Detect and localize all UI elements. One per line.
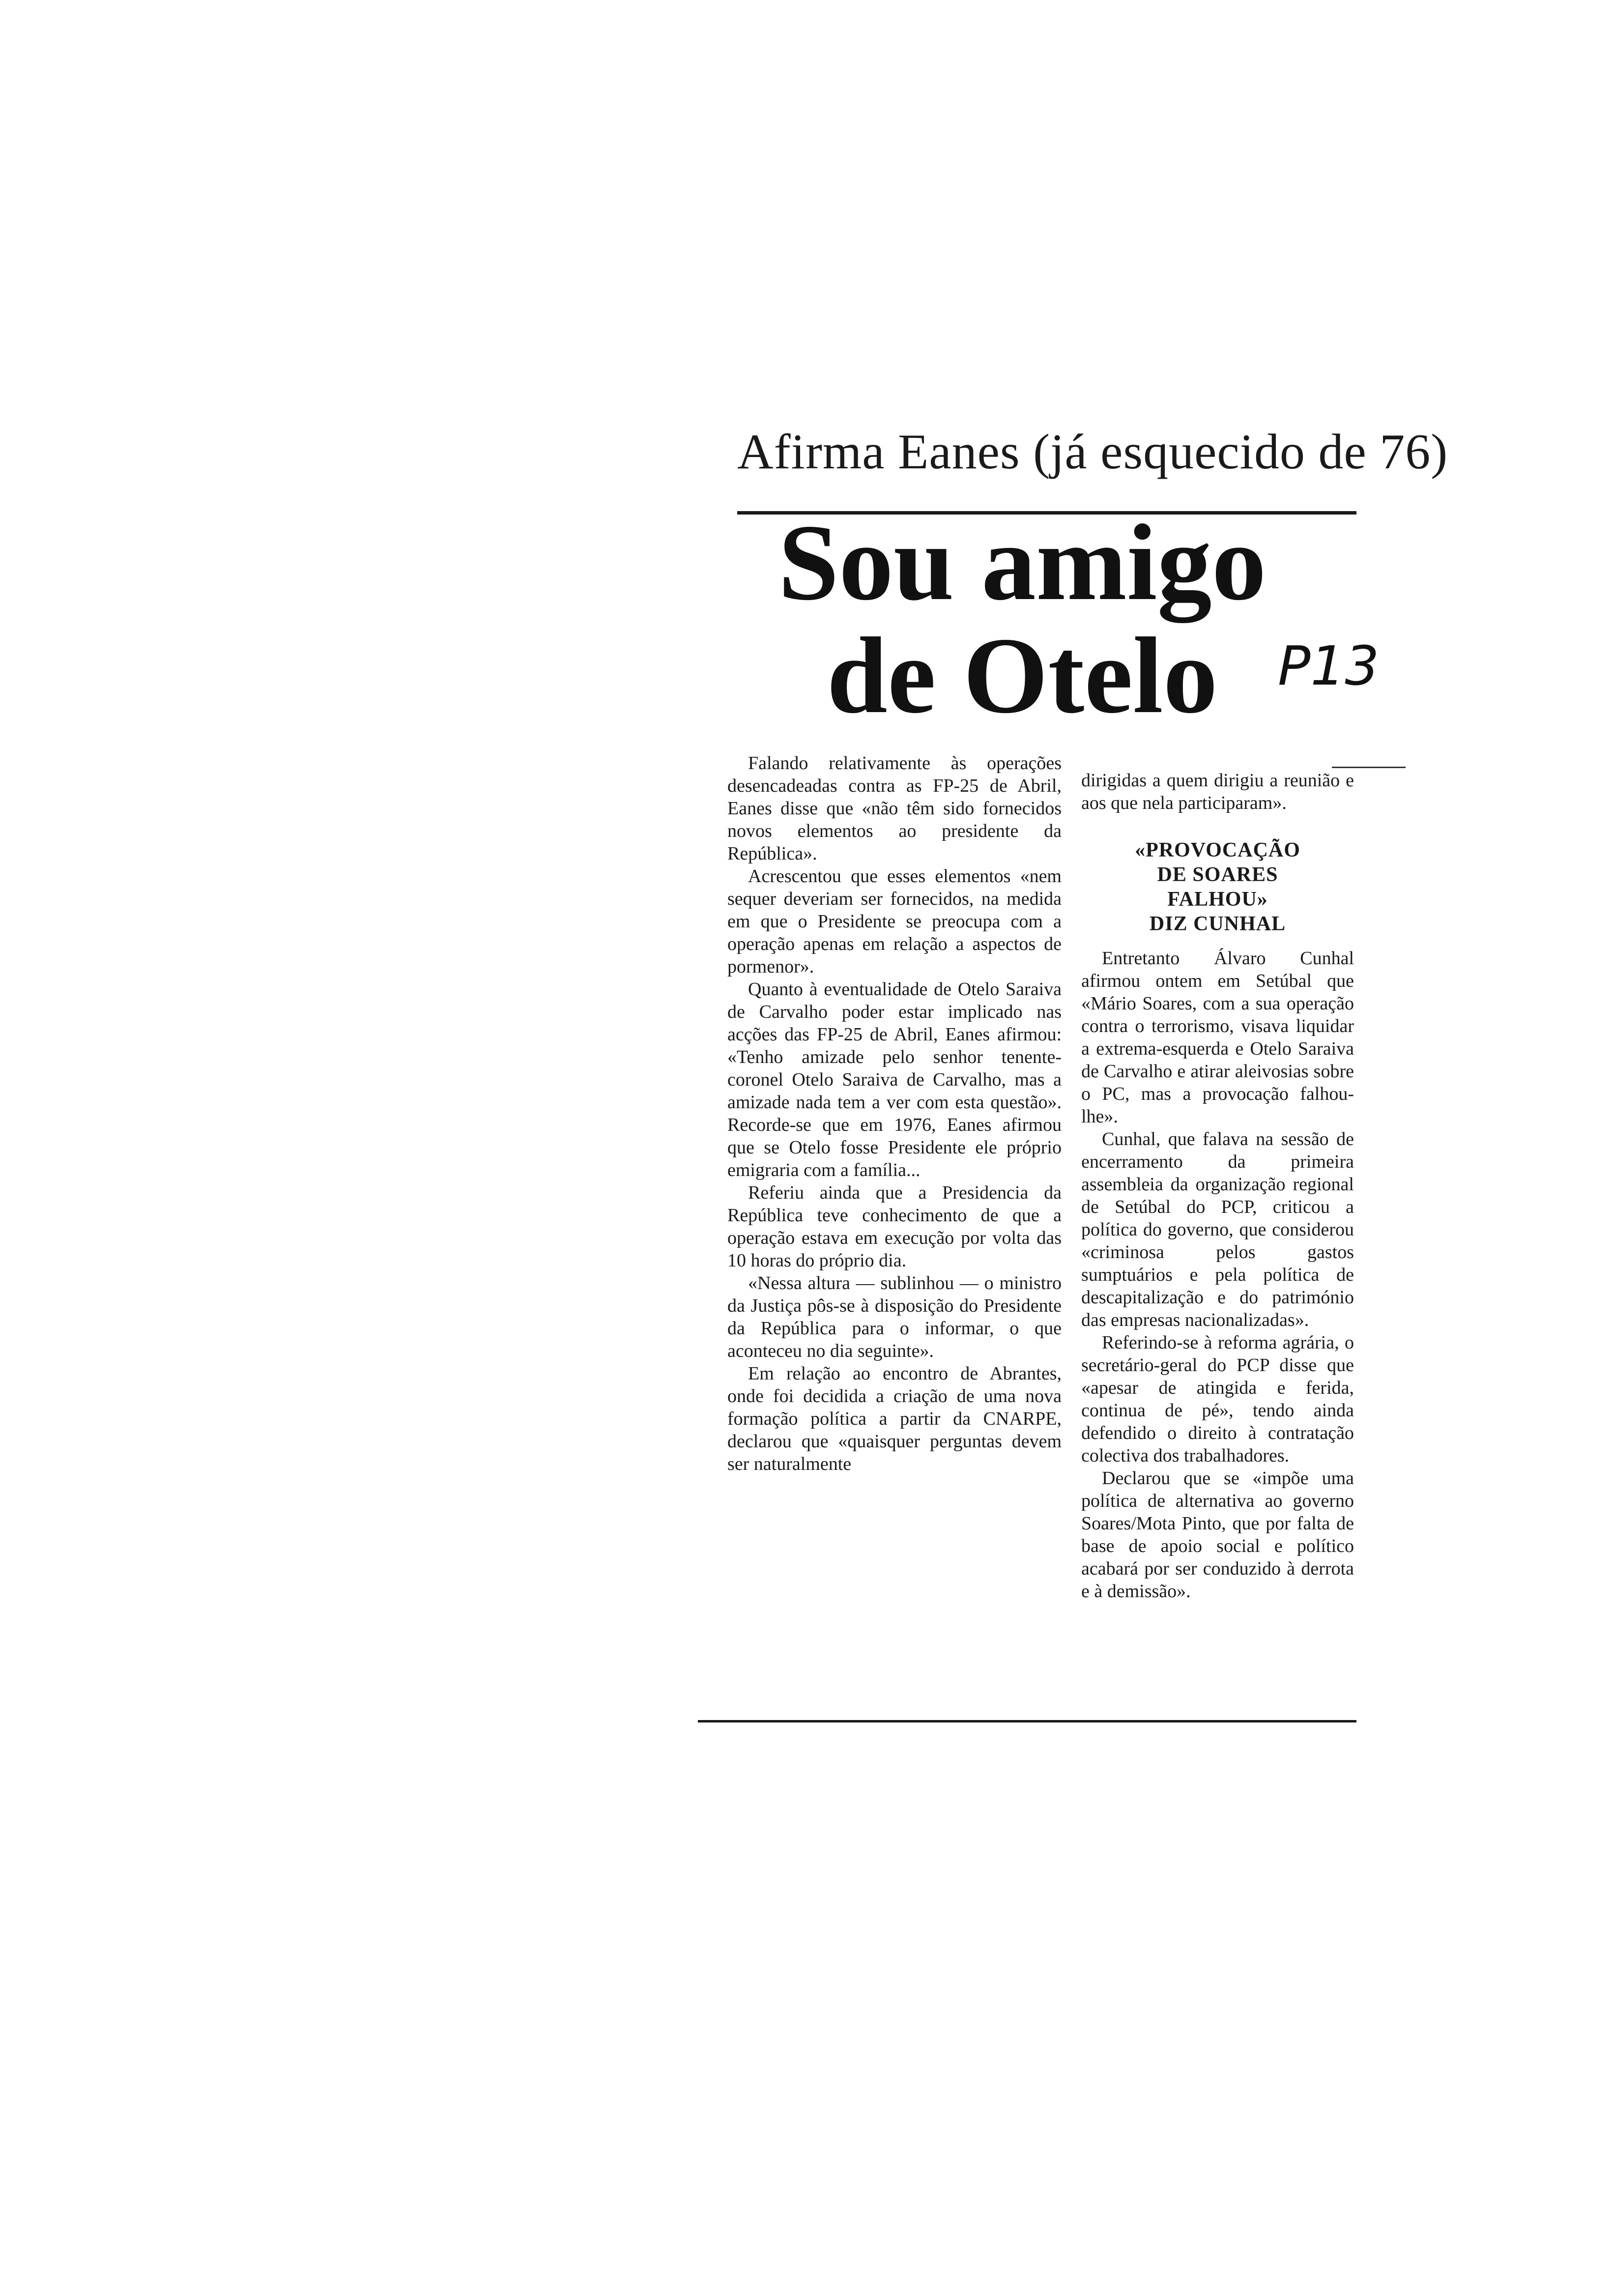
handwritten-note: P13 xyxy=(1278,634,1380,697)
paragraph-continuation: dirigidas a quem dirigiu a reunião e aos que nela participaram». xyxy=(1081,770,1354,813)
bottom-rule xyxy=(698,1720,1356,1722)
paragraph: Referindo-se à reforma agrária, o secretário-geral do PCP disse que «apesar de atingida e ferida, continua de pé», tendo ainda defendido o direito à contratação colectiva dos trabalhadores. xyxy=(1081,1332,1354,1466)
paragraph: Falando relativamente às operações desencadeadas contra as FP-25 de Abril, Eanes disse que «não têm sido fornecidos novos elementos ao presidente da República». xyxy=(727,753,1062,864)
headline-line-2: de Otelo xyxy=(827,615,1218,736)
subheading-line: DE SOARES xyxy=(1157,863,1278,886)
paragraph: Em relação ao encontro de Abrantes, onde foi decidida a criação de uma nova formação política a partir da CNARPE, declarou que «quaisquer perguntas devem ser naturalmente xyxy=(727,1363,1062,1474)
divider-mark xyxy=(1332,767,1406,768)
paragraph: Referiu ainda que a Presidencia da República teve conhecimento de que a operação estava em execução por volta das 10 horas do próprio dia. xyxy=(727,1182,1062,1271)
subheading-line: «PROVOCAÇÃO xyxy=(1135,839,1300,861)
paragraph: Declarou que se «impõe uma política de alternativa ao governo Soares/Mota Pinto, que por falta de base de apoio social e político acabará por ser conduzido à derrota e à demissão». xyxy=(1081,1468,1354,1602)
column-1 xyxy=(727,752,1062,1475)
paragraph: Quanto à eventualidade de Otelo Saraiva de Carvalho poder estar implicado nas acções das FP-25 de Abril, Eanes afirmou: «Tenho amizade pelo senhor tenente-coronel Otelo Saraiva de Carvalho, mas a amizade nada tem a ver com esta questão». Recorde-se que em 1976, Eanes afirmou que se Otelo fosse Presidente ele próprio emigraria com a família... xyxy=(727,979,1062,1180)
headline xyxy=(777,502,1268,736)
kicker: Afirma Eanes (já esquecido de 76) xyxy=(737,424,1448,480)
paragraph: Entretanto Álvaro Cunhal afirmou ontem em Setúbal que «Mário Soares, com a sua operação contra o terrorismo, visava liquidar a extrema-esquerda e Otelo Saraiva de Carvalho e atirar aleivosias sobre o PC, mas a provocação falhou-lhe». xyxy=(1081,948,1354,1127)
subheading-line: FALHOU» xyxy=(1167,888,1268,911)
subheading xyxy=(1081,838,1354,936)
paragraph: «Nessa altura — sublinhou — o ministro da Justiça pôs-se à disposição do Presidente da República para o informar, o que aconteceu no dia seguinte». xyxy=(727,1273,1062,1361)
paragraph: Cunhal, que falava na sessão de encerramento da primeira assembleia da organização regional de Setúbal do PCP, criticou a política do governo, que considerou «criminosa pelos gastos sumptuários e pela política de descapitalização e do património das empresas nacionalizadas». xyxy=(1081,1129,1354,1330)
paragraph: Acrescentou que esses elementos «nem sequer deveriam ser fornecidos, na medida em que o Presidente se preocupa com a operação apenas em relação a aspectos de pormenor». xyxy=(727,866,1062,977)
subheading-line: DIZ CUNHAL xyxy=(1149,913,1286,935)
newspaper-clipping xyxy=(698,423,1448,1740)
headline-line-1: Sou amigo xyxy=(778,502,1267,623)
column-2 xyxy=(1081,769,1354,1603)
